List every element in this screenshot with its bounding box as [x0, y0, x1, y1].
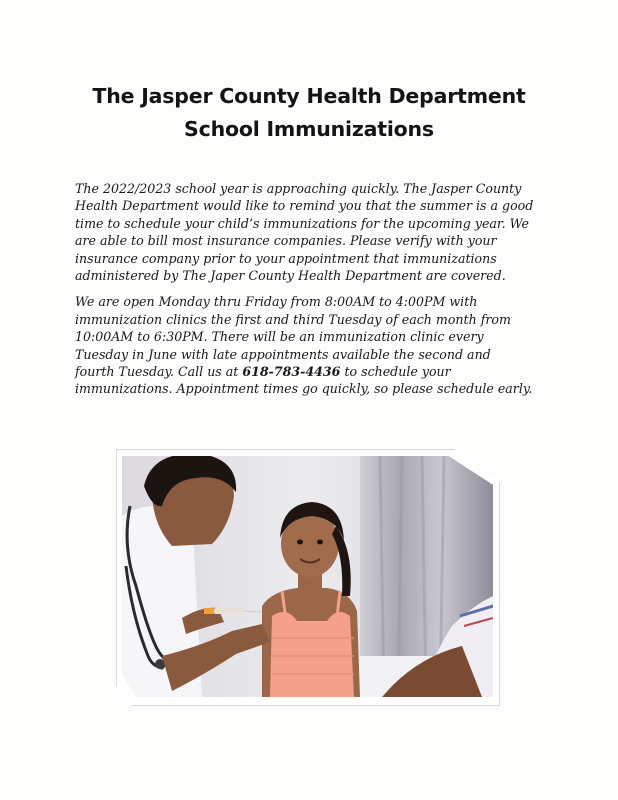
- paragraph-line: We are open Monday thru Friday from 8:00AM to 4:00PM with: [75, 294, 478, 310]
- paragraph-line: immunizations. Appointment times go quickly, so please schedule early.: [75, 381, 533, 397]
- paragraph-line: The 2022/2023 school year is approaching quickly. The Jasper County: [75, 181, 522, 196]
- hours-paragraph: [75, 293, 555, 397]
- paragraph-line: [75, 363, 555, 380]
- flyer-body: [75, 180, 555, 407]
- call-text-end: to schedule your: [340, 364, 451, 380]
- paragraph-line: administered by The Japer County Health Department are covered.: [75, 268, 506, 284]
- phone-number: 618-783-4436: [242, 364, 341, 380]
- vaccination-photo: [122, 456, 493, 697]
- paragraph-line: immunization clinics the first and third Tuesday of each month from: [75, 311, 511, 327]
- title-line-2: School Immunizations: [184, 117, 434, 141]
- title-line-1: The Jasper County Health Department: [92, 84, 526, 108]
- intro-paragraph: [75, 180, 555, 284]
- paragraph-line: are able to bill most insurance companies. Please verify with your: [75, 233, 497, 249]
- paragraph-line: insurance company prior to your appointment that immunizations: [75, 250, 497, 266]
- paragraph-line: time to schedule your child’s immunizations for the upcoming year. We: [75, 215, 529, 231]
- call-text: fourth Tuesday. Call us at: [75, 364, 243, 380]
- paragraph-line: 10:00AM to 6:30PM. There will be an immunization clinic every: [75, 329, 484, 345]
- paragraph-line: Health Department would like to remind you that the summer is a good: [75, 198, 534, 214]
- paragraph-line: Tuesday in June with late appointments available the second and: [75, 346, 491, 362]
- flyer-title: [0, 80, 618, 146]
